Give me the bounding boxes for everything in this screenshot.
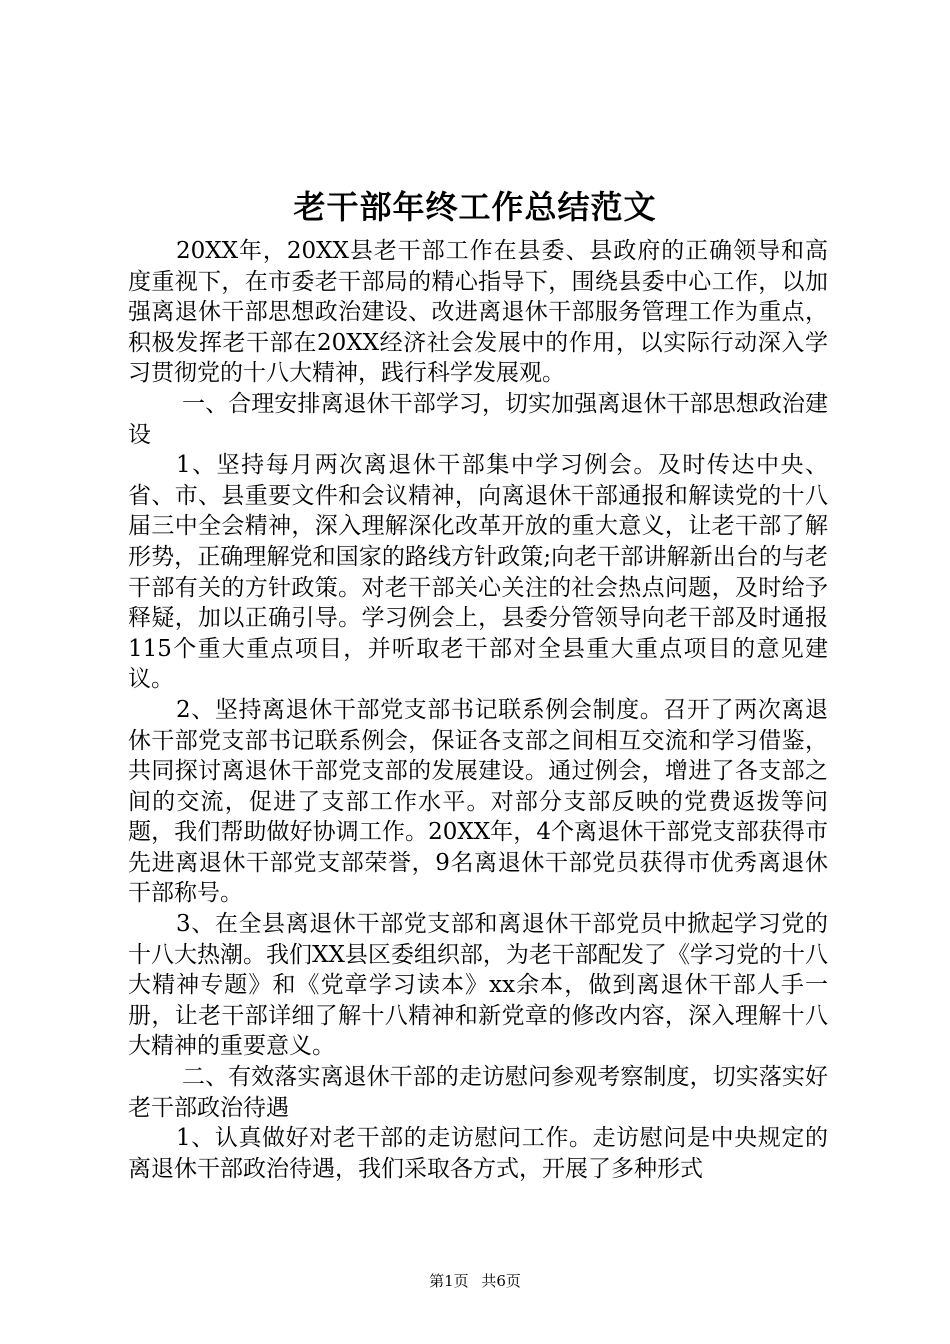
document-title: 老干部年终工作总结范文 <box>293 188 657 226</box>
item-paragraph-1-2: 2、坚持离退休干部党支部书记联系例会制度。召开了两次离退休干部党支部书记联系例会，保证各支部之间相互交流和学习借鉴，共同探讨离退休干部党支部的发展建设。通过例会，增进了各支部之间的交流，促进了支部工作水平。对部分支部反映的党费返拨等问题，我们帮助做好协调工作。20XX年，4个离退休干部党支部获得市先进离退休干部党支部荣誉，9名离退休干部党员获得市优秀离退休干部称号。 <box>128 696 828 907</box>
page-total: 共6页 <box>481 1272 521 1290</box>
document-body <box>128 236 828 1184</box>
section-heading-1: 一、合理安排离退休干部学习，切实加强离退休干部思想政治建设 <box>128 390 828 448</box>
item-paragraph-1-1: 1、坚持每月两次离退休干部集中学习例会。及时传达中央、省、市、县重要文件和会议精神，向离退休干部通报和解读党的十八届三中全会精神，深入理解深化改革开放的重大意义，让老干部了解形势，正确理解党和国家的路线方针政策;向老干部讲解新出台的与老干部有关的方针政策。对老干部关心关注的社会热点问题，及时给予释疑，加以正确引导。学习例会上，县委分管领导向老干部及时通报115个重大重点项目，并听取老干部对全县重大重点项目的意见建议。 <box>128 452 828 693</box>
item-paragraph-2-1: 1、认真做好对老干部的走访慰问工作。走访慰问是中央规定的离退休干部政治待遇，我们采取各方式，开展了多种形式 <box>128 1125 828 1182</box>
item-paragraph-1-3: 3、在全县离退休干部党支部和离退休干部党员中掀起学习党的十八大热潮。我们XX县区委组织部，为老干部配发了《学习党的十八大精神专题》和《党章学习读本》xx余本，做到离退休干部人手一册，让老干部详细了解十八精神和新党章的修改内容，深入理解十八大精神的重要意义。 <box>128 911 828 1060</box>
page-number: 第1页 <box>429 1272 469 1290</box>
section-heading-2: 二、有效落实离退休干部的走访慰问参观考察制度，切实落实好老干部政治待遇 <box>128 1064 828 1121</box>
intro-paragraph: 20XX年，20XX县老干部工作在县委、县政府的正确领导和高度重视下，在市委老干部局的精心指导下，围绕县委中心工作，以加强离退休干部思想政治建设、改进离退休干部服务管理工作为重点，积极发挥老干部在20XX经济社会发展中的作用，以实际行动深入学习贯彻党的十八大精神，践行科学发展观。 <box>128 238 828 387</box>
page-footer <box>0 1270 950 1291</box>
